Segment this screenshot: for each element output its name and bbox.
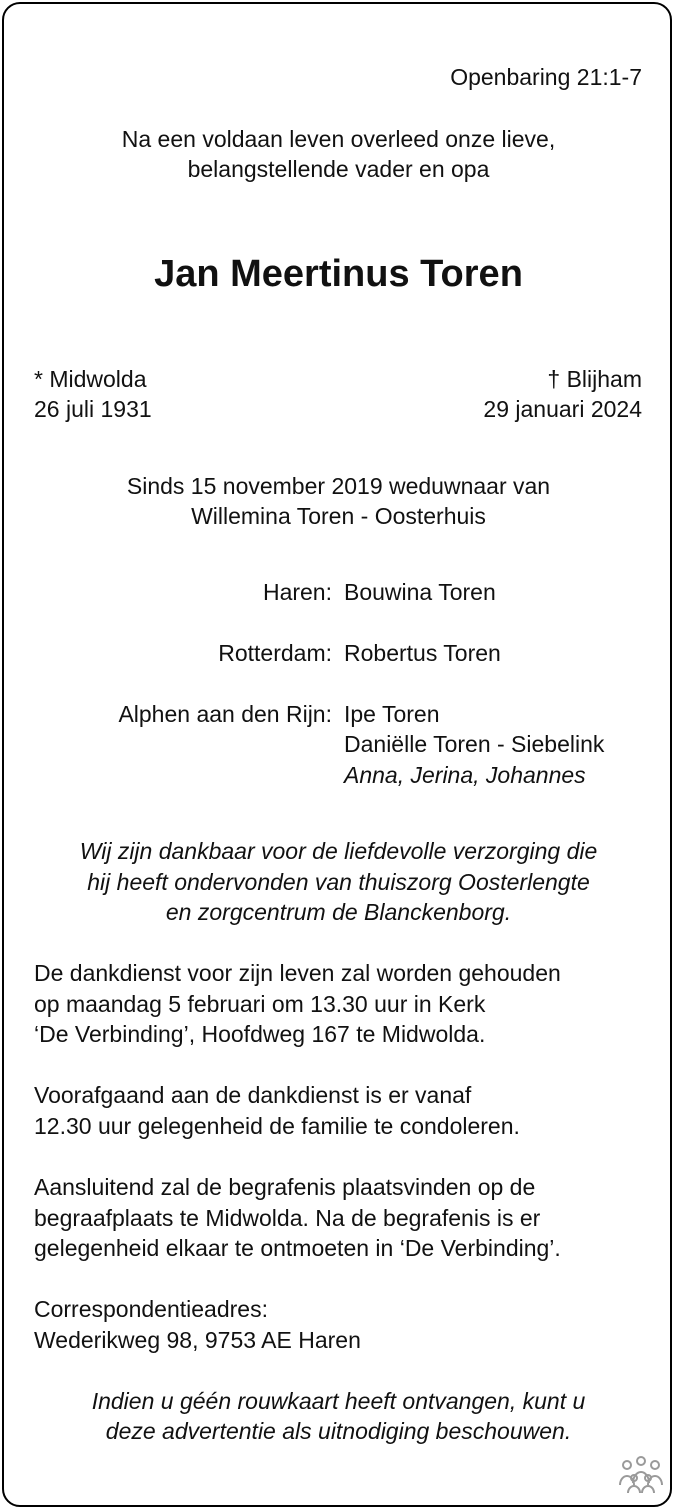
- widower-line-2: Willemina Toren - Oosterhuis: [191, 503, 486, 529]
- burial-line-2: begraafplaats te Midwolda. Na de begrafenis is er: [34, 1205, 541, 1231]
- birth-date: 26 juli 1931: [34, 396, 152, 422]
- death-date: 29 januari 2024: [483, 396, 642, 422]
- people-group-icon: [617, 1455, 665, 1495]
- condolence-line-2: 12.30 uur gelegenheid de familie te condoleren.: [34, 1113, 520, 1139]
- birth-place: * Midwolda: [34, 366, 147, 392]
- family-member: Robertus Toren: [344, 640, 501, 666]
- intro-line-2: belangstellende vader en opa: [187, 156, 490, 182]
- service-line-2: op maandag 5 februari om 13.30 uur in Kerk: [34, 991, 486, 1017]
- bible-reference: Openbaring 21:1-7: [450, 64, 642, 90]
- burial-line-1: Aansluitend zal de begrafenis plaatsvinden op de: [34, 1174, 536, 1200]
- closing-line-1: Indien u géén rouwkaart heeft ontvangen, kunt u: [91, 1388, 586, 1414]
- burial-line-3: gelegenheid elkaar te ontmoeten in ‘De Verbinding’.: [34, 1235, 561, 1261]
- correspondence-address: Wederikweg 98, 9753 AE Haren: [34, 1327, 361, 1353]
- service-line-3: ‘De Verbinding’, Hoofdweg 167 te Midwolda.: [34, 1021, 486, 1047]
- deceased-name: Jan Meertinus Toren: [154, 253, 523, 295]
- family-place: Haren:: [262, 579, 332, 605]
- family-member: Daniëlle Toren - Siebelink: [344, 731, 605, 757]
- closing-line-2: deze advertentie als uitnodiging beschouwen.: [105, 1418, 572, 1444]
- service-line-1: De dankdienst voor zijn leven zal worden gehouden: [34, 960, 561, 986]
- family-place: Rotterdam:: [218, 640, 332, 666]
- family-member: Ipe Toren: [344, 701, 440, 727]
- thanks-line-3: en zorgcentrum de Blanckenborg.: [165, 899, 512, 925]
- condolence-line-1: Voorafgaand aan de dankdienst is er vanaf: [34, 1082, 472, 1108]
- grandchildren: Anna, Jerina, Johannes: [344, 762, 586, 788]
- death-place: † Blijham: [547, 366, 642, 392]
- family-place: Alphen aan den Rijn:: [118, 701, 332, 727]
- family-member: Bouwina Toren: [344, 579, 496, 605]
- thanks-line-1: Wij zijn dankbaar voor de liefdevolle verzorging die: [79, 838, 598, 864]
- correspondence-label: Correspondentieadres:: [34, 1296, 268, 1322]
- thanks-line-2: hij heeft ondervonden van thuiszorg Oosterlengte: [87, 869, 590, 895]
- intro-line-1: Na een voldaan leven overleed onze lieve,: [121, 126, 556, 152]
- widower-line-1: Sinds 15 november 2019 weduwnaar van: [126, 473, 551, 499]
